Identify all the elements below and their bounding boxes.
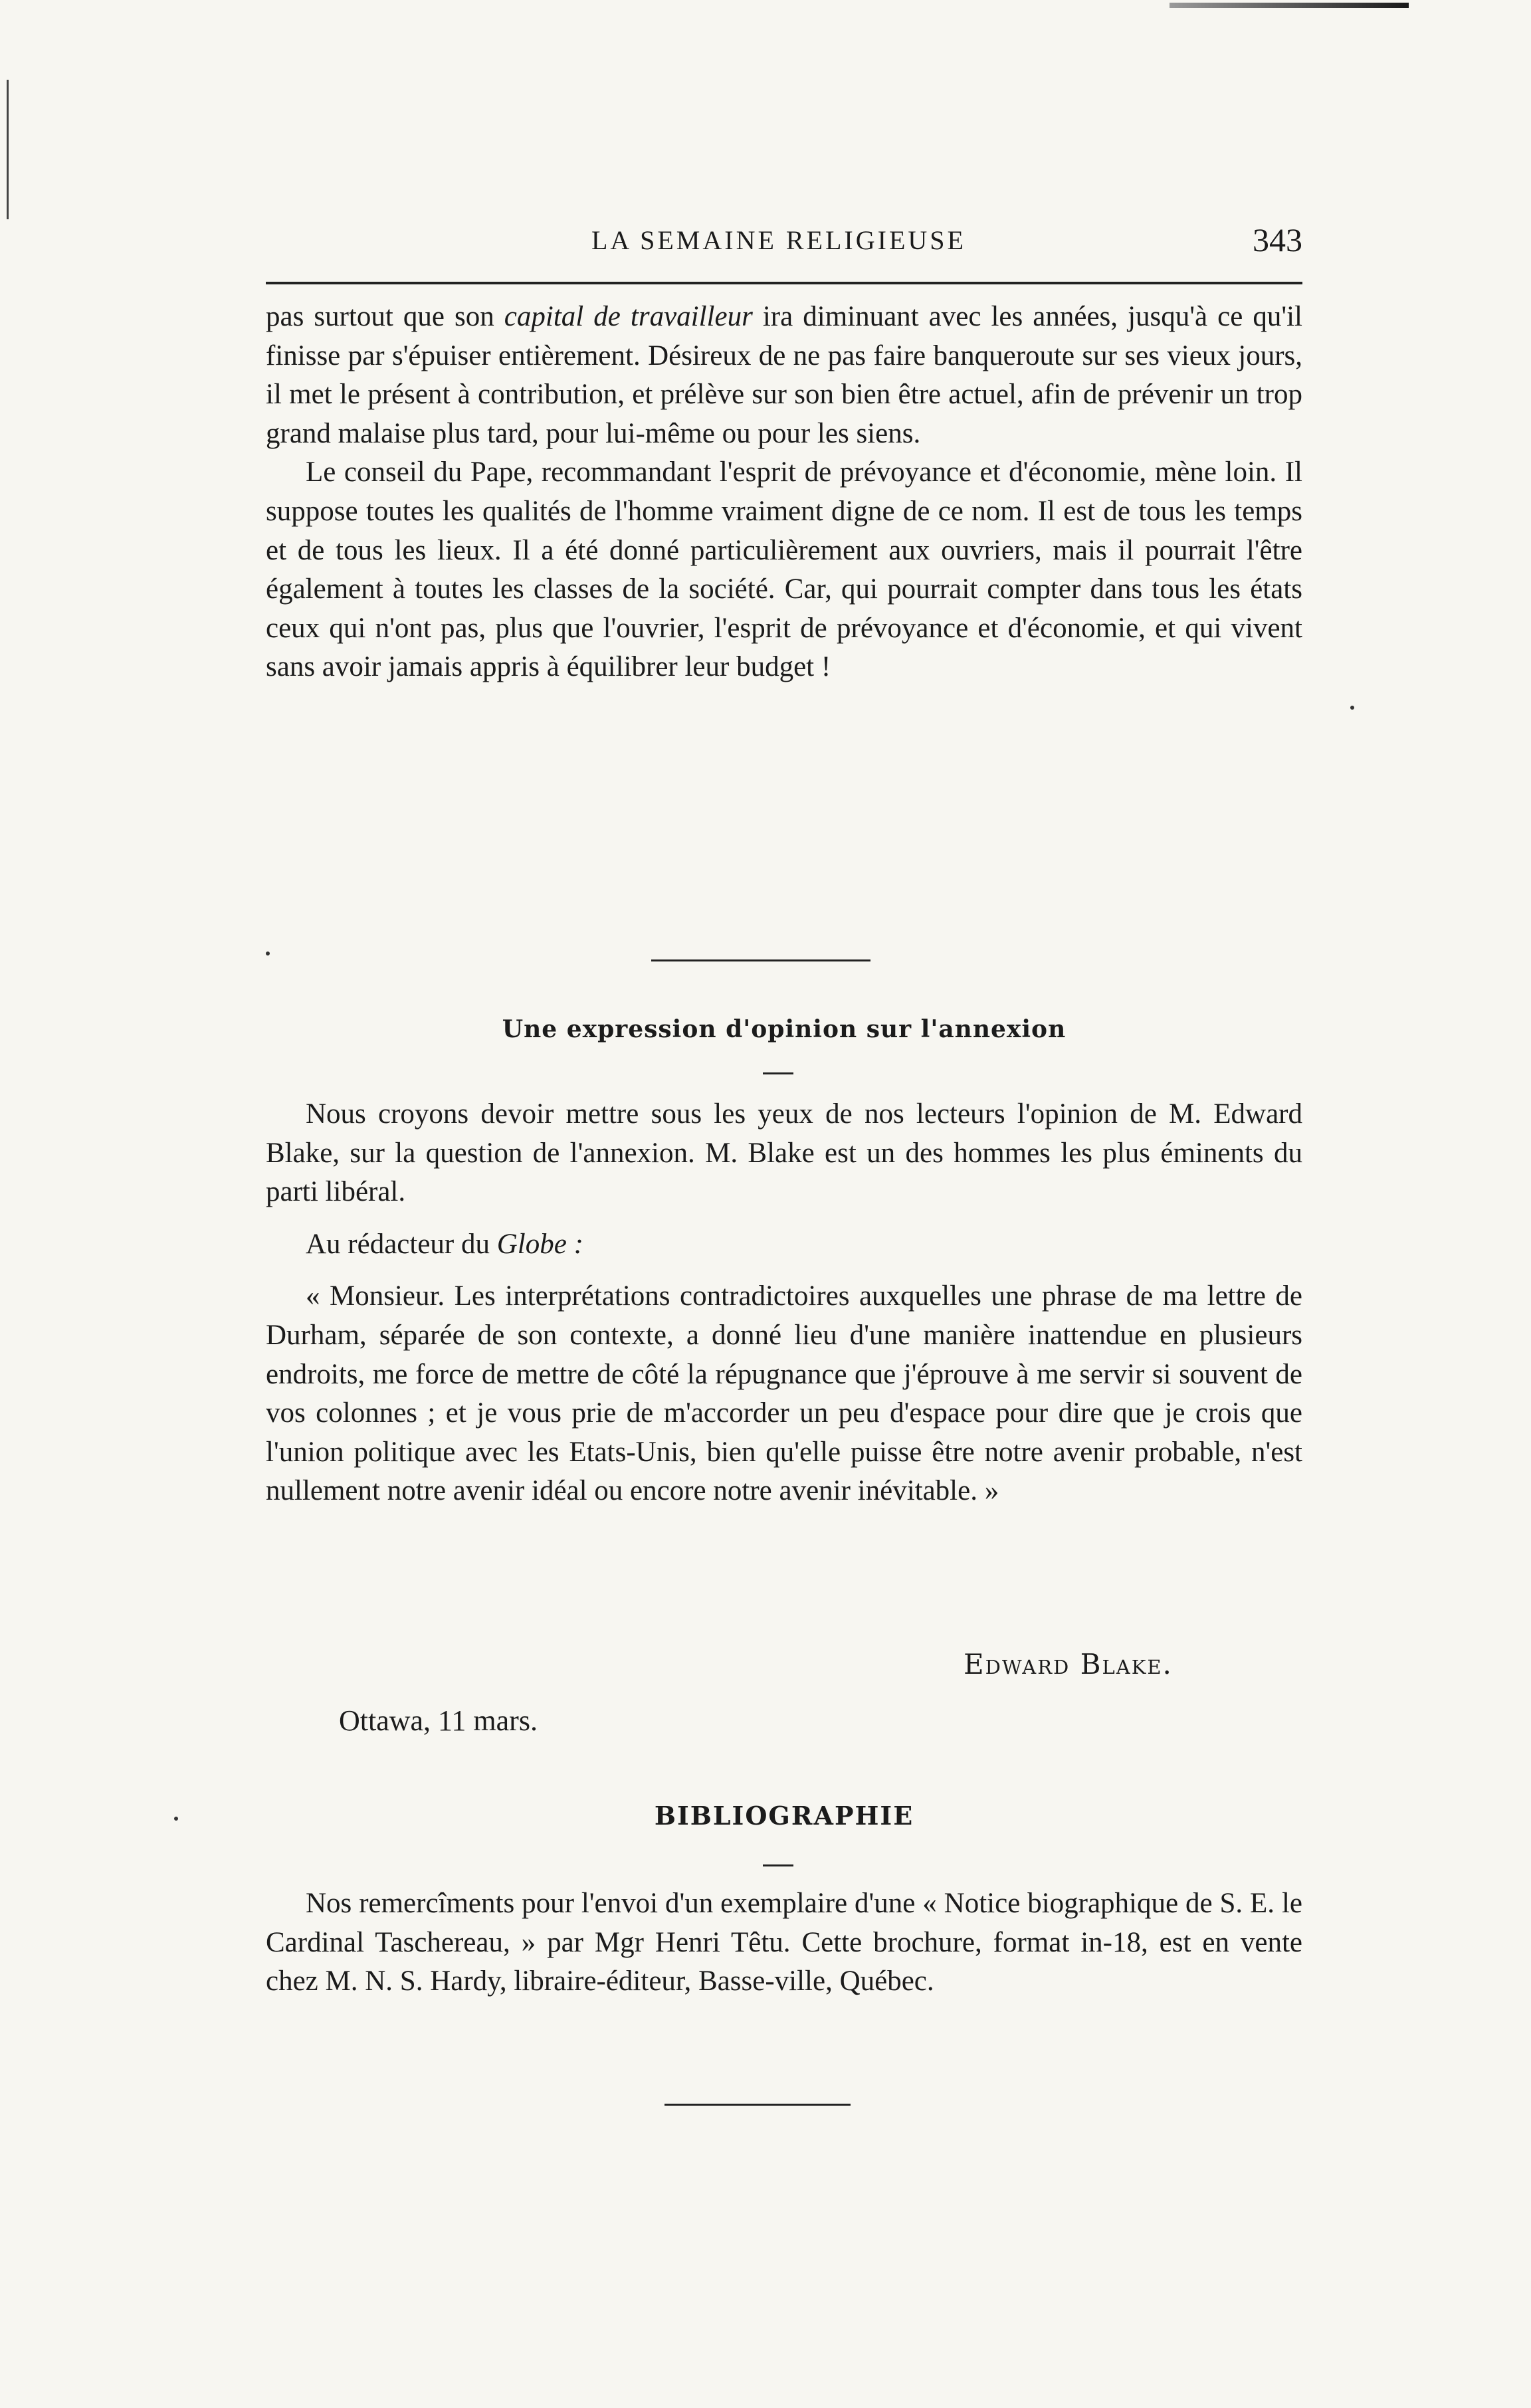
section-rule (651, 959, 870, 961)
letter-signature: Edward Blake. (964, 1648, 1173, 1680)
bibliographie-body (266, 1884, 1302, 2001)
letter-text: « Monsieur. Les interprétations contradictoires auxquelles une phrase de ma lettre de Durham, séparée de son contexte, a donné lieu d'une manière inattendue en plusieurs endroits, me force de mettre de côté la répugnance que j'éprouve à me servir si souvent de vos colonnes ; et je vous prie de m'accorder un peu d'espace pour dire que je crois que l'union politique avec les Etats-Unis, bien qu'elle puisse être notre avenir probable, n'est nullement notre avenir idéal ou encore notre avenir inévitable. » (266, 1280, 1302, 1507)
heading-dash (763, 1864, 793, 1866)
paragraph-continued (266, 298, 1302, 453)
end-rule (664, 2104, 851, 2106)
scan-margin-mark (7, 80, 9, 219)
header-rule (266, 282, 1302, 284)
section-heading-bibliographie: BIBLIOGRAPHIE (654, 1801, 914, 1831)
italic-phrase: capital de travailleur (504, 301, 753, 332)
dateline: Ottawa, 11 mars. (339, 1704, 538, 1737)
page-header (266, 211, 1302, 264)
scan-speck (1350, 706, 1354, 710)
heading-dash (763, 1072, 793, 1074)
scan-edge-mark (1170, 3, 1409, 8)
bibliographie-text: Nos remercîments pour l'envoi d'un exemplaire d'une « Notice biographique de S. E. le Cardinal Taschereau, » par Mgr Henri Têtu. Cette brochure, format in-18, est en vente chez M. N. S. Hardy, libraire-éditeur, Basse-ville, Québec. (266, 1888, 1302, 1997)
annexion-intro: Nous croyons devoir mettre sous les yeux de nos lecteurs l'opinion de M. Edward Blake, sur la question de l'annexion. M. Blake est un des hommes les plus éminents du parti libéral. (266, 1098, 1302, 1208)
newspaper-name: Globe : (496, 1228, 583, 1260)
paragraph-text: ira diminuant avec les années, jusqu'à ce qu'il finisse par s'épuiser entièrement. Désireux de ne pas faire banqueroute sur ses vieux jours, il met le présent à contribution, et prélève sur son bien être actuel, afin de prévenir un trop grand malaise plus tard, pour lui-même ou pour les siens. (266, 301, 1302, 449)
address-text: Au rédacteur du (306, 1228, 497, 1260)
continued-text (266, 298, 1302, 687)
scan-speck (174, 1817, 178, 1821)
page-number: 343 (1253, 221, 1302, 258)
scan-speck (266, 952, 270, 955)
annexion-body (266, 1095, 1302, 1511)
paragraph-pope-advice: Le conseil du Pape, recommandant l'esprit de prévoyance et d'économie, mène loin. Il suppose toutes les qualités de l'homme vraiment digne de ce nom. Il est de tous les temps et de tous les lieux. Il a été donné particulièrement aux ouvriers, mais il pourrait l'être également à toutes les classes de la société. Car, qui pourrait compter dans tous les états ceux qui n'ont pas, plus que l'ouvrier, l'esprit de prévoyance et d'économie, et qui vivent sans avoir jamais appris à équilibrer leur budget ! (266, 456, 1302, 683)
section-heading-annexion: Une expression d'opinion sur l'annexion (502, 1015, 1067, 1043)
paragraph-text: pas surtout que son (266, 301, 504, 332)
running-title: LA SEMAINE RELIGIEUSE (591, 225, 966, 255)
letter-address (266, 1225, 1302, 1264)
